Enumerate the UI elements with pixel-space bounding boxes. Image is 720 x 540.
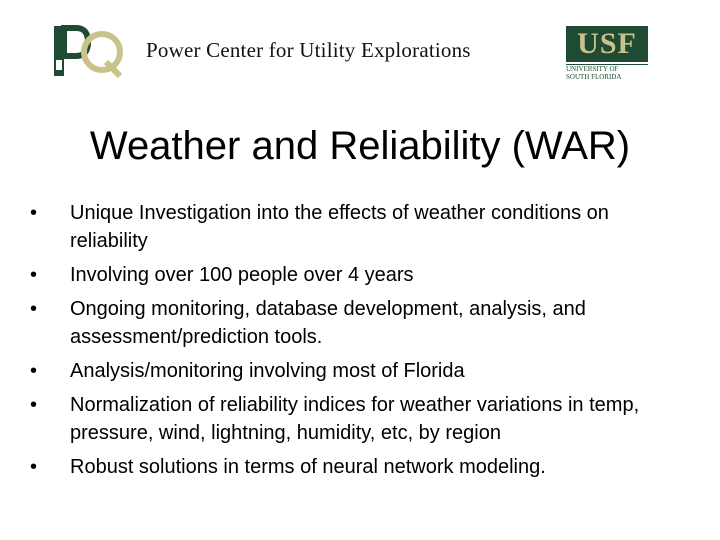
usf-logo-caption xyxy=(566,64,648,81)
bullet-marker: • xyxy=(30,360,38,382)
usf-logo-letters: USF xyxy=(566,26,648,62)
bullet-marker: • xyxy=(30,298,38,320)
bullet-list xyxy=(30,199,670,487)
bullet-item xyxy=(30,357,670,385)
bullet-marker: • xyxy=(30,202,38,224)
bullet-item xyxy=(30,261,670,289)
bullet-item xyxy=(30,391,670,447)
slide-header xyxy=(0,0,720,100)
bullet-item xyxy=(30,295,670,351)
organization-name: Power Center for Utility Explorations xyxy=(146,38,471,62)
bullet-marker: • xyxy=(30,456,38,478)
bullet-text: Normalization of reliability indices for weather variations in temp, pressure, wind, lightning, humidity, etc, by region xyxy=(70,394,640,444)
usf-logo xyxy=(566,26,648,80)
bullet-text: Analysis/monitoring involving most of Florida xyxy=(70,360,465,382)
bullet-text: Ongoing monitoring, database development, analysis, and assessment/prediction tools. xyxy=(70,298,586,348)
usf-logo-line1: UNIVERSITY OF xyxy=(566,65,619,73)
pq-logo xyxy=(54,24,126,80)
bullet-item xyxy=(30,453,670,481)
bullet-text: Involving over 100 people over 4 years xyxy=(70,264,414,286)
bullet-text: Robust solutions in terms of neural network modeling. xyxy=(70,456,546,478)
usf-logo-line2: SOUTH FLORIDA xyxy=(566,73,622,81)
bullet-marker: • xyxy=(30,264,38,286)
bullet-text: Unique Investigation into the effects of weather conditions on reliability xyxy=(70,202,609,252)
bullet-marker: • xyxy=(30,394,38,416)
bullet-item xyxy=(30,199,670,255)
pq-logo-icon xyxy=(54,24,126,80)
slide-title: Weather and Reliability (WAR) xyxy=(89,124,631,168)
